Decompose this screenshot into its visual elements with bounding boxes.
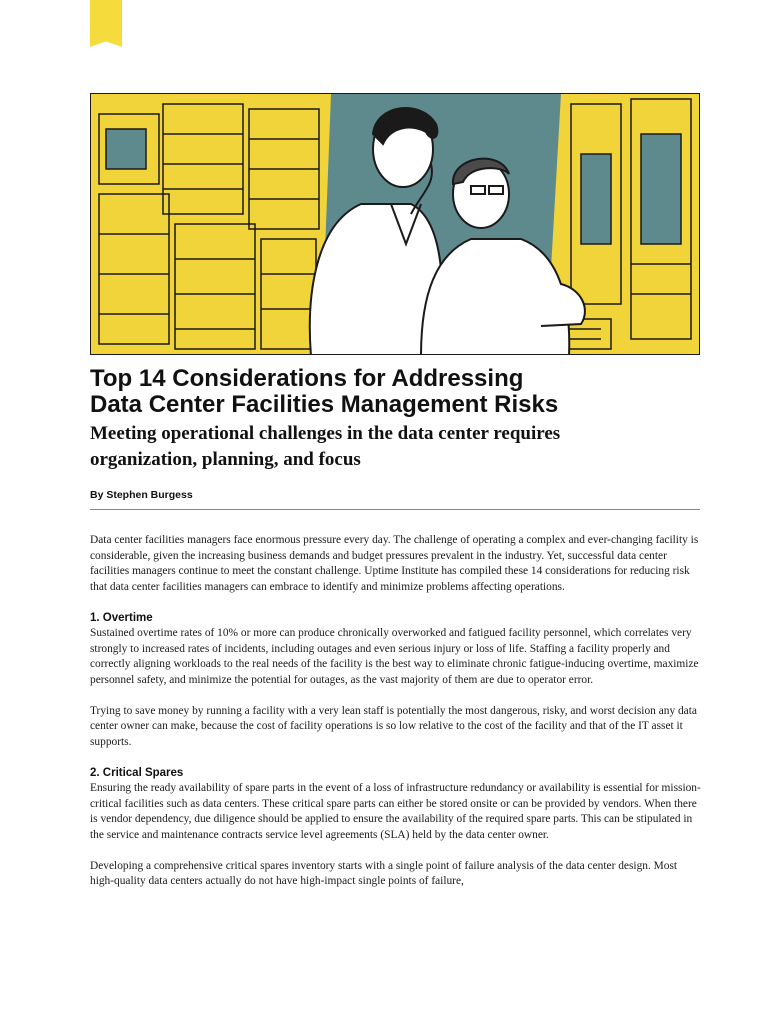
critical-spares-paragraph-2: Developing a comprehensive critical spares inventory starts with a single point of failure analysis of the data center design. Most high-quality data centers actually do not have high-impact single points of failure, bbox=[90, 859, 678, 887]
title-line-1: Top 14 Considerations for Addressing bbox=[90, 365, 524, 392]
divider bbox=[90, 509, 700, 510]
overtime-paragraph-2: Trying to save money by running a facility with a very lean staff is potentially the most dangerous, risky, and worst decision any data center owner can make, because the cost of facility operations is so low relative to the cost of the facility and that of the IT asset it supports. bbox=[90, 704, 697, 748]
bookmark-ribbon bbox=[90, 0, 122, 47]
byline: By Stephen Burgess bbox=[90, 489, 193, 501]
article-body bbox=[90, 533, 702, 905]
intro-paragraph: Data center facilities managers face enormous pressure every day. The challenge of operating a complex and ever-changing facility is considerable, given the increasing business demands and budget pressures prevalent in the industry. Yet, successful data center facilities managers continue to meet the constant challenge. Uptime Institute has compiled these 14 considerations for reducing risk that data center facilities managers can embrace to identify and minimize problems affecting operations. bbox=[90, 534, 699, 593]
section-heading-overtime: 1. Overtime bbox=[90, 611, 153, 624]
title-line-2: Data Center Facilities Management Risks bbox=[90, 391, 559, 418]
article-title bbox=[90, 366, 710, 418]
section-heading-critical-spares: 2. Critical Spares bbox=[90, 766, 184, 779]
article-subtitle bbox=[90, 421, 710, 473]
overtime-paragraph-1: Sustained overtime rates of 10% or more can produce chronically overworked and fatigued facility personnel, which correlates very strongly to increased rates of incidents, including outages and even serious injury or loss of life. Staffing a facility properly and correctly aligning workloads to the real needs of the facility is the best way to eliminate chronic fatigue-inducing overtime, maximize personnel safety, and minimize the potential for outages, as the vast majority of them are due to operator error. bbox=[90, 627, 699, 686]
subtitle-line-2: organization, planning, and focus bbox=[90, 449, 361, 470]
header-illustration bbox=[90, 93, 700, 355]
critical-spares-paragraph-1: Ensuring the ready availability of spare parts in the event of a loss of infrastructure redundancy or availability is essential for mission-critical facilities such as data centers. These critical spare parts can either be stored onsite or can be provided by vendors. When there is vendor dependency, due diligence should be applied to ensure the availability of the required spare parts. This can be stipulated in the service and maintenance contracts service level agreements (SLA) held by the data center owner. bbox=[90, 782, 701, 841]
subtitle-line-1: Meeting operational challenges in the data center requires bbox=[90, 423, 561, 444]
